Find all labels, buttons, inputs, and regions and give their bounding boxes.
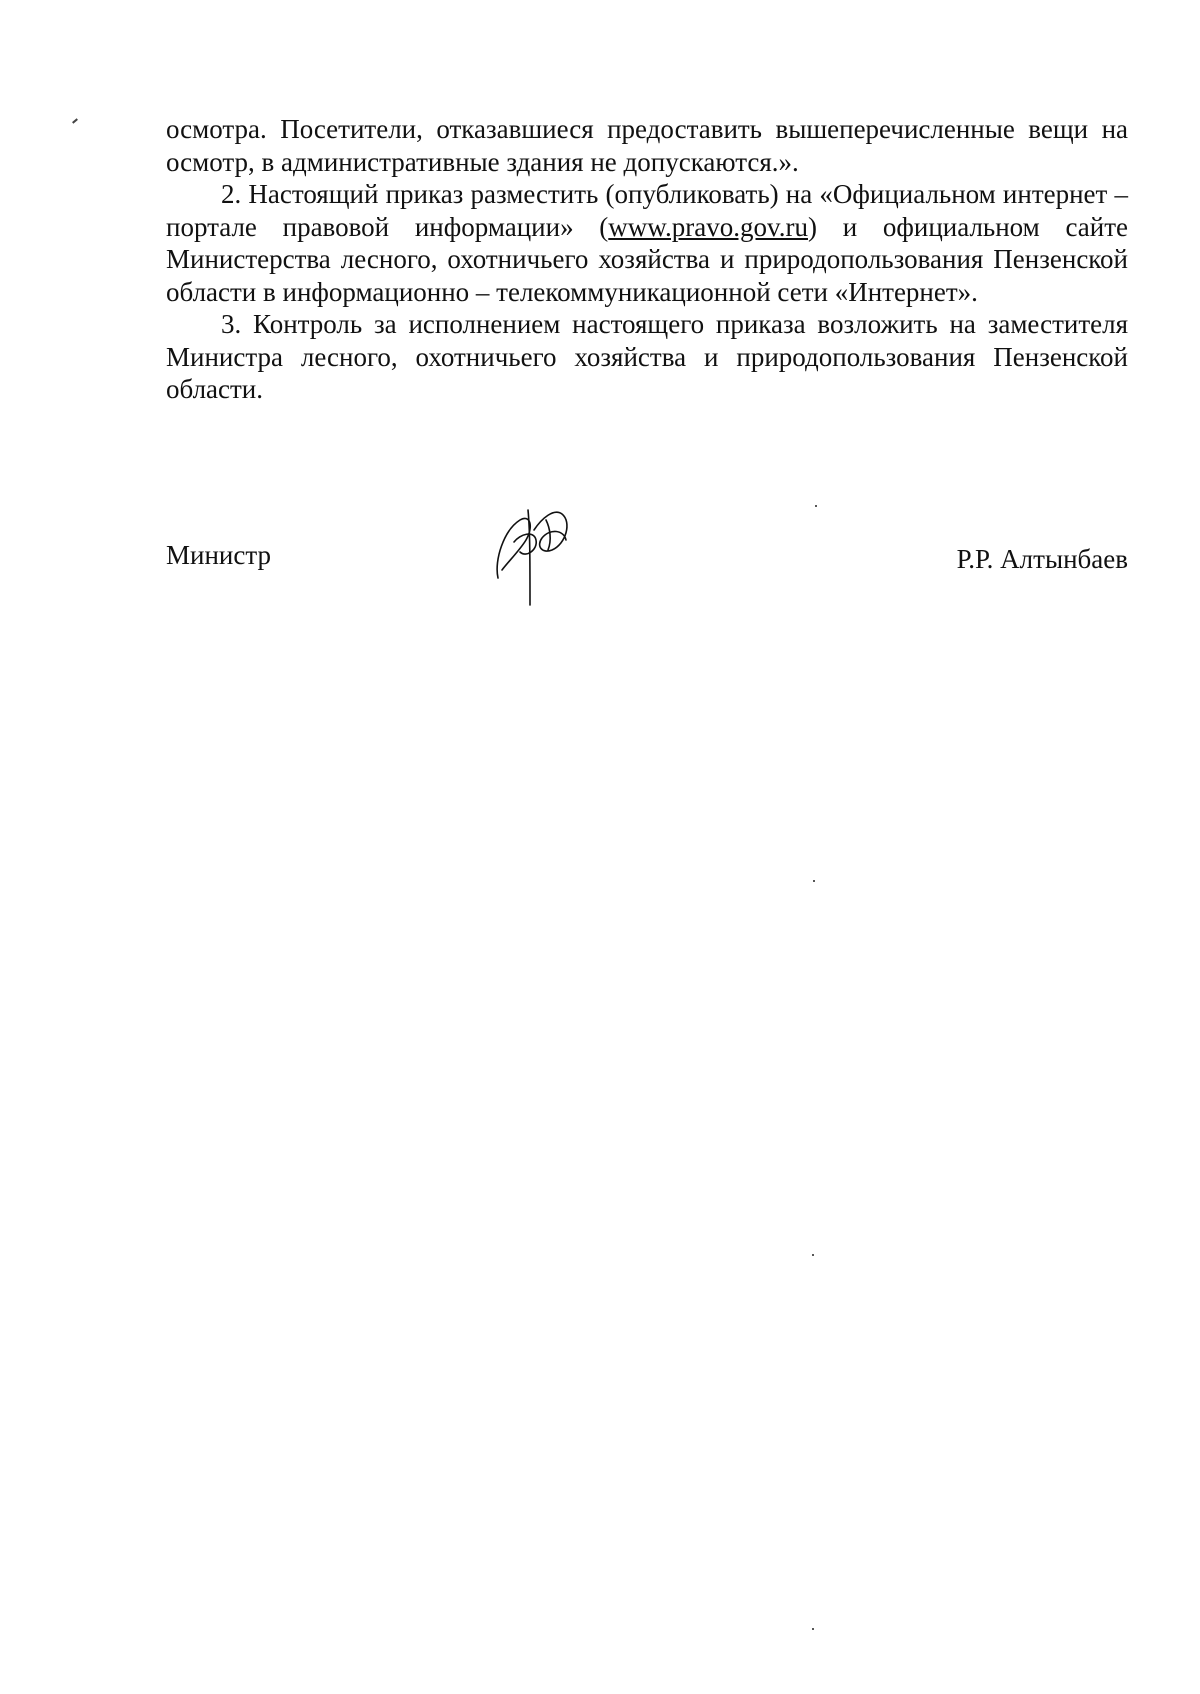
signature-block: [166, 540, 1128, 580]
scan-artifact-dot: [815, 505, 817, 507]
signatory-position: Министр: [166, 540, 271, 570]
signatory-name: Р.Р. Алтынбаев: [956, 544, 1128, 574]
scan-artifact-mark: [72, 118, 78, 123]
paragraph-publication-text-before: 2. Настоящий приказ разместить (опубликовать) на «Официальном интернет – портале правовой информации» (: [166, 179, 1128, 242]
handwritten-signature-icon: [490, 500, 580, 610]
pravo-url-link[interactable]: www.pravo.gov.ru: [608, 211, 808, 242]
scan-artifact-dot: [812, 1628, 814, 1630]
document-body: [166, 113, 1128, 406]
scan-artifact-dot: [812, 1254, 814, 1256]
paragraph-publication-text-after: ) и официальном сайте Министерства лесного, охотничьего хозяйства и природопользования Пензенской области в информационно – телекоммуникационной сети «Интернет».: [166, 211, 1128, 307]
scan-artifact-dot: [813, 880, 815, 882]
paragraph-continuation: осмотра. Посетители, отказавшиеся предоставить вышеперечисленные вещи на осмотр, в административные здания не допускаются.».: [166, 114, 1128, 177]
paragraph-publication: [166, 178, 1128, 308]
paragraph-control: 3. Контроль за исполнением настоящего приказа возложить на заместителя Министра лесного, охотничьего хозяйства и природопользования Пензенской области.: [166, 309, 1128, 404]
